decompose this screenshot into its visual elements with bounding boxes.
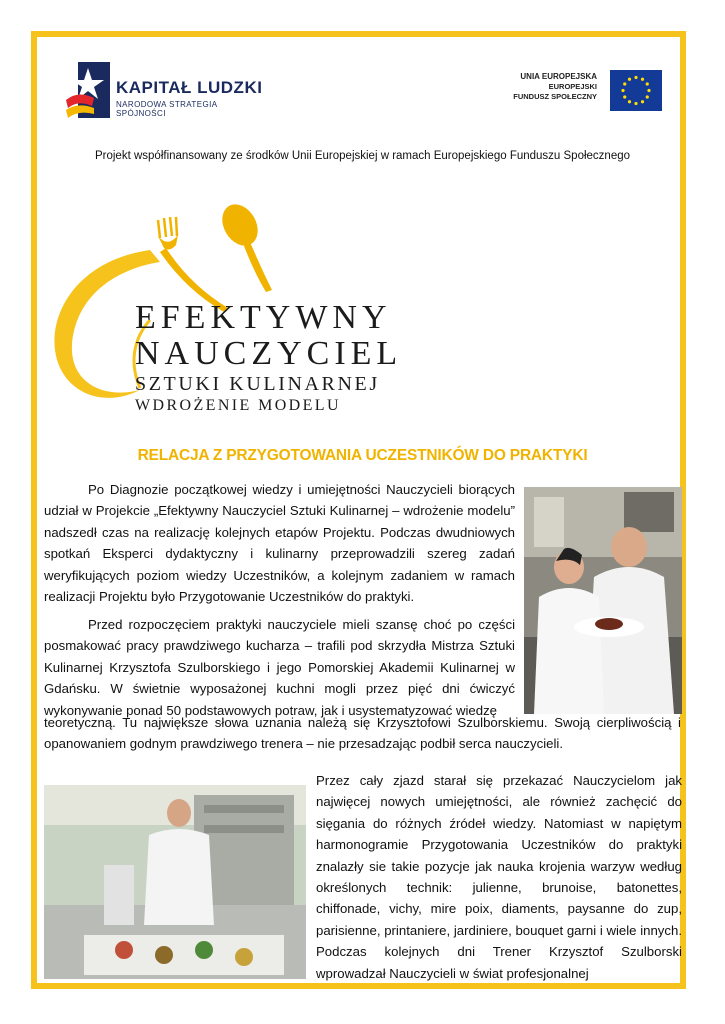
project-logo-line-2: NAUCZYCIEL <box>135 335 403 372</box>
paragraph-1 <box>44 479 515 607</box>
paragraph-2-continued: teoretyczną. Tu największe słowa uznania należą się Krzysztofowi Szulborskiemu. Swoją cierpliwością i opanowaniem godnym prawdziwego trenera – nie przesadzając podbił serca nauczycieli. <box>44 715 681 752</box>
eu-star <box>647 89 650 92</box>
eu-star <box>646 82 649 85</box>
photo-chefs-with-plate <box>524 487 682 714</box>
kapital-ludzki-title: KAPITAŁ LUDZKI <box>116 78 263 97</box>
eu-star <box>646 95 649 98</box>
eu-flag <box>610 70 662 111</box>
eu-line-2: EUROPEJSKI <box>548 82 597 91</box>
project-logo-line-4: WDROŻENIE MODELU <box>135 397 341 414</box>
project-logo-line-3: SZTUKI KULINARNEJ <box>135 373 380 395</box>
eu-star <box>634 76 637 79</box>
eu-logo <box>503 70 663 114</box>
funding-note: Projekt współfinansowany ze środków Unii Europejskiej w ramach Europejskiego Funduszu Społecznego <box>94 150 631 162</box>
kapital-ludzki-star-icon <box>64 60 112 120</box>
eu-line-3: FUNDUSZ SPOŁECZNY <box>513 92 597 101</box>
kapital-ludzki-subtitle: NARODOWA STRATEGIA SPÓJNOŚCI <box>116 100 217 118</box>
eu-star <box>628 100 631 103</box>
article-heading: RELACJA Z PRZYGOTOWANIA UCZESTNIKÓW DO PRAKTYKI <box>137 447 588 464</box>
eu-logo-text <box>513 72 597 102</box>
project-logo-line-1: EFEKTYWNY <box>135 299 392 336</box>
eu-star <box>623 82 626 85</box>
paragraph-2-text: Przed rozpoczęciem praktyki nauczyciele mieli szansę choć po części posmakować pracy prawdziwego kucharza – trafili pod skrzydła Mistrza Sztuki Kulinarnej Krzysztofa Szulborskiego i jego Pomorskiej Akademii Kulinarnej w Gdańsku. W świetnie wyposażonej kuchni mogli przez pięć dni ćwiczyć wykonywanie ponad 50 podstawowych potraw, jak i usystematyzować wiedzę <box>44 617 515 718</box>
kapital-ludzki-logo <box>64 60 264 126</box>
eu-star <box>634 102 637 105</box>
paragraph-3: Przez cały zjazd starał się przekazać Nauczycielom jak najwięcej nowych umiejętności, ale również zachęcić do sięgania do różnych źródeł wiedzy. Natomiast w napiętym harmonogramie Przygotowania Uczestników do praktyki znalazły sie takie pozycje jak nauka krojenia warzyw według określonych technik: julienne, brunoise, batonettes, chiffonade, vichy, mire poix, diaments, paysanne do zup, parisienne, printaniere, jardiniere, bouquet garni i wiele innych. Podczas kolejnych dni Trener Krzysztof Szulborski wprowadzał Nauczycieli w świat profesjonalnej <box>316 773 682 981</box>
eu-star <box>641 78 644 81</box>
eu-stars-icon <box>610 70 662 111</box>
eu-line-1: UNIA EUROPEJSKA <box>520 72 597 81</box>
paragraph-1-text: Po Diagnozie początkowej wiedzy i umiejętności Nauczycieli biorących udział w Projekcie „Efektywny Nauczyciel Sztuki Kulinarnej – wdrożenie modelu” nadszedł czas na realizację kolejnych etapów Projektu. Podczas dwudniowych spotkań Eksperci dydaktyczny i kulinarny przeprowadzili szereg zadań weryfikujących poziom wiedzy Uczestników, a kolejnym zadaniem w ramach realizacji Projektu było Przygotowanie Uczestników do praktyki. <box>44 482 515 605</box>
photo-chef-in-kitchen <box>44 785 306 979</box>
eu-star <box>641 100 644 103</box>
eu-star <box>628 78 631 81</box>
eu-star <box>623 95 626 98</box>
project-logo-text <box>135 300 402 416</box>
paragraph-2 <box>44 614 515 721</box>
eu-star <box>621 89 624 92</box>
